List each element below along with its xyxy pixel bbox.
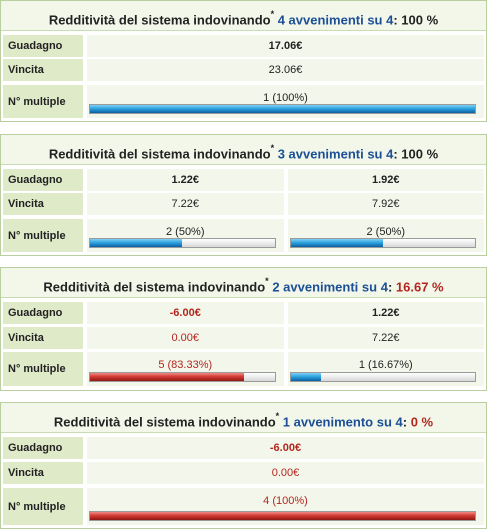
row-label: Vincita	[3, 59, 83, 81]
gain-row	[3, 35, 484, 57]
multiples-row	[3, 488, 484, 525]
multiples-cell	[87, 85, 484, 118]
win-value: 7.22€	[87, 193, 284, 215]
row-label: Guadagno	[3, 302, 83, 324]
progress-fill	[90, 239, 182, 247]
progress-fill	[291, 239, 383, 247]
win-row	[3, 462, 484, 484]
row-label: N° multiple	[3, 219, 83, 252]
win-value: 0.00€	[87, 327, 284, 349]
win-value: 7.92€	[288, 193, 485, 215]
title-colon: :	[393, 12, 402, 28]
multiples-cell	[288, 352, 485, 386]
progress-fill	[90, 512, 475, 520]
row-label: Vincita	[3, 193, 83, 215]
title-asterisk: *	[265, 276, 269, 286]
title-prefix: Redditività del sistema indovinando	[48, 12, 271, 28]
row-label: N° multiple	[3, 85, 83, 118]
multiples-row	[3, 352, 484, 386]
row-label: Guadagno	[3, 169, 83, 191]
multiples-value: 2 (50%)	[165, 226, 205, 238]
title-prefix: Redditività del sistema indovinando	[53, 414, 276, 430]
win-row	[3, 193, 484, 215]
title-colon: :	[402, 414, 411, 430]
win-value: 0.00€	[87, 462, 484, 484]
gain-value: 1.22€	[87, 169, 284, 191]
row-label: N° multiple	[3, 488, 83, 525]
panel-title	[1, 403, 486, 433]
progress-fill	[90, 373, 244, 381]
gain-value: -6.00€	[87, 302, 284, 324]
multiples-cell	[288, 219, 485, 252]
row-label: N° multiple	[3, 352, 83, 386]
multiples-cell	[87, 352, 284, 386]
multiples-row	[3, 85, 484, 118]
progress-fill	[90, 105, 475, 113]
progress-bar	[290, 372, 477, 382]
title-prefix: Redditività del sistema indovinando	[48, 146, 271, 162]
success-percentage: 0 %	[410, 414, 434, 430]
multiples-value: 1 (16.67%)	[358, 359, 413, 371]
progress-bar	[89, 511, 476, 521]
panel-title	[1, 1, 486, 31]
title-asterisk: *	[270, 143, 275, 153]
progress-bar	[89, 104, 476, 114]
multiples-cell	[87, 219, 284, 252]
system-panel-2-events	[0, 267, 487, 391]
progress-bar	[290, 238, 477, 248]
events-count: 3 avvenimenti su 4	[277, 146, 394, 162]
events-count: 2 avvenimenti su 4	[272, 279, 388, 295]
multiples-value: 4 (100%)	[263, 495, 308, 507]
progress-bar	[89, 372, 276, 382]
events-count: 4 avvenimenti su 4	[277, 12, 394, 28]
success-percentage: 100 %	[401, 146, 439, 162]
title-colon: :	[393, 146, 402, 162]
row-label: Guadagno	[3, 437, 83, 459]
win-row	[3, 327, 484, 349]
gain-row	[3, 437, 484, 459]
title-prefix: Redditività del sistema indovinando	[43, 279, 266, 295]
win-row	[3, 59, 484, 81]
system-panel-3-events	[0, 134, 487, 256]
panel-title	[1, 268, 486, 298]
row-label: Vincita	[3, 462, 83, 484]
progress-fill	[291, 373, 322, 381]
gain-row	[3, 302, 484, 324]
title-asterisk: *	[270, 9, 275, 19]
panel-title	[1, 135, 486, 165]
gain-value: 17.06€	[87, 35, 484, 57]
multiples-value: 2 (50%)	[366, 226, 406, 238]
multiples-row	[3, 219, 484, 252]
success-percentage: 16.67 %	[395, 279, 444, 295]
gain-value: 1.92€	[288, 169, 485, 191]
events-count: 1 avvenimento su 4	[282, 414, 403, 430]
title-asterisk: *	[275, 411, 280, 421]
row-label: Vincita	[3, 327, 83, 349]
progress-bar	[89, 238, 276, 248]
title-colon: :	[387, 279, 396, 295]
multiples-cell	[87, 488, 484, 525]
row-label: Guadagno	[3, 35, 83, 57]
multiples-value: 1 (100%)	[263, 92, 308, 104]
gain-value: -6.00€	[87, 437, 484, 459]
system-panel-1-event	[0, 402, 487, 529]
gain-row	[3, 169, 484, 191]
win-value: 23.06€	[87, 59, 484, 81]
success-percentage: 100 %	[401, 12, 439, 28]
win-value: 7.22€	[288, 327, 485, 349]
system-panel-4-events	[0, 0, 487, 122]
gain-value: 1.22€	[288, 302, 485, 324]
multiples-value: 5 (83.33%)	[158, 359, 213, 371]
